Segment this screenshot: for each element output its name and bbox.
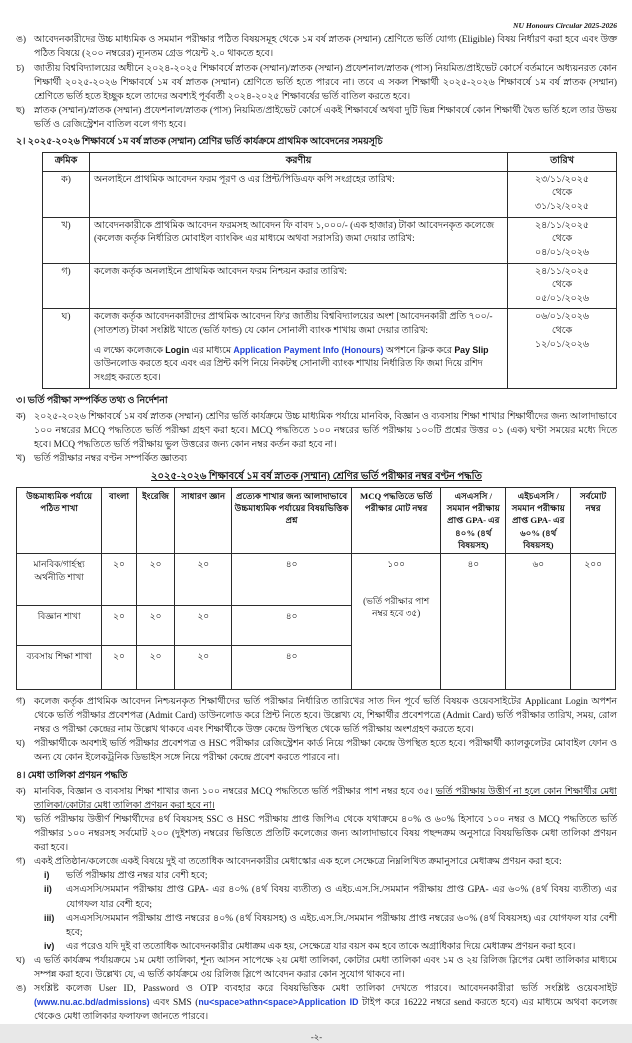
item-text: এসএসসি/সমমান পরীক্ষায় প্রাপ্ত নম্বরের ৪০% (৪র্থ বিষয়সহ) ও এইচ.এস.সি./সমমান পরীক্ষায় প্রাপ্ত নম্বরের ৬০% (৪র্থ বিষয়সহ) এর যোগফল যার বেশী হবে; [66, 913, 617, 938]
table-row [43, 171, 617, 217]
section-4-item-ka [16, 785, 617, 813]
bangla-marks: ২০ [102, 554, 137, 606]
item-text: এসএসসি/সমমান পরীক্ষায় প্রাপ্ত GPA- এর ৪০% (৪র্থ বিষয় ব্যতীত) ও এইচ.এস.সি./সমমান পরীক্ষায় প্রাপ্ত GPA- এর ৬০% (৪র্থ বিষয় ব্যতীত) এর যোগফল যার বেশী হবে; [66, 885, 617, 910]
date-separator: থেকে [551, 188, 573, 199]
section-3-item-ga [16, 695, 617, 737]
page-number: -২- [310, 1031, 323, 1042]
table-row [43, 309, 617, 388]
item-text: পরীক্ষার্থীকে অবশ্যই ভর্তি পরীক্ষার প্রবেশপত্র ও HSC পরীক্ষার রেজিস্ট্রেশন কার্ড নিয়ে পরীক্ষা কেন্দ্রে উপস্থিত হতে হবে। পরীক্ষার্থী ক্যালকুলেটর মোবাইল ফোন ও অন্য যে কোন ইলেকট্রনিক ডিভাইস সঙ্গে নিয়ে পরীক্ষা কেন্দ্রে প্রবেশ করতে পারবে না। [34, 739, 617, 764]
item-label: ঘ) [16, 739, 25, 750]
item-label: ছ) [16, 105, 25, 116]
pass-mark-text: মানবিক, বিজ্ঞান ও ব্যবসায় শিক্ষা শাখার জন্য ১০০ নম্বরের MCQ পদ্ধতিতে ভর্তি পরীক্ষার পাশ নম্বর হবে ৩৫। [34, 786, 436, 797]
tie-breaker-item-ii [44, 883, 617, 911]
document-header-right: NU Honours Circular 2025-2026 [512, 21, 617, 30]
table-row [43, 217, 617, 263]
row-serial: খ) [43, 217, 90, 263]
item-text: ২০২৫-২০২৬ শিক্ষাবর্ষে ১ম বর্ষ স্নাতক (সম্মান) শ্রেণির ভর্তি কার্যক্রমে উচ্চ মাধ্যমিক পর্যায়ে মানবিক, বিজ্ঞান ও ব্যবসায় শিক্ষা শাখার শিক্ষার্থীদের জন্য আলাদাভাবে ১০০ নম্বরের MCQ পদ্ধতিতে ভর্তি পরীক্ষা গ্রহণ করা হবে। MCQ পদ্ধতিতে ১০০ নম্বরের ভর্তি পরীক্ষায় ১০০টি প্রশ্নের উত্তর ০১ (এক) ঘণ্টা সময়ের মধ্যে দিতে হবে। MCQ পদ্ধতিতে ভর্তি পরীক্ষায় ভুল উত্তরের জন্য কোন নম্বর কর্তন করা হবে না। [34, 411, 617, 450]
stream-name: মানবিক/গার্হস্থ্য অর্থনীতি শাখা [17, 554, 102, 606]
row-date [508, 171, 617, 217]
section-4-item-ga [16, 855, 617, 869]
mcq-pass-note: (ভর্তি পরীক্ষার পাশ নম্বর হবে ৩৫) [363, 595, 430, 619]
section-3-item-gha [16, 737, 617, 765]
item-label: i) [44, 870, 50, 881]
item-label: ক) [16, 411, 26, 422]
login-keyword: Login [165, 344, 190, 355]
item-label: খ) [16, 814, 26, 825]
column-header-grand-total: সর্বমোট নম্বর [571, 488, 616, 554]
admissions-url-link[interactable]: (www.nu.ac.bd/admissions) [34, 997, 150, 1008]
item-text [34, 785, 617, 813]
hsc-gpa-marks: ৬০ [506, 554, 571, 690]
column-header-serial: ক্রমিক [43, 153, 90, 172]
row-task: আবেদনকারীকে প্রাথমিক আবেদন ফরমসহ আবেদন ফি বাবদ ১,০০০/- (এক হাজার) টাকা আবেদনকৃত কলেজে (কলেজ কর্তৃক নির্ধারিত মোবাইল ব্যাংকিং এর মাধ্যমে অথবা সরাসরি) জমা দেয়ার তারিখ: [90, 217, 508, 263]
item-text: স্নাতক (সম্মান)/স্নাতক (সম্মান) প্রফেশনাল/স্নাতক (পাস) নিয়মিত/প্রাইভেট কোর্সে একই শিক্ষাবর্ষে অথবা দুটি ভিন্ন শিক্ষাবর্ষে কোন শিক্ষার্থী দ্বৈত ভর্তি হলে তার উভয় ভর্তি ও রেজিস্ট্রেশন বাতিল বলে গণ্য হবে। [34, 105, 617, 130]
row-serial: ক) [43, 171, 90, 217]
instruction-segment: এ লক্ষ্যে কলেজকে [94, 345, 166, 356]
payment-instruction-text [94, 344, 503, 386]
fee-deposit-text: কলেজ কর্তৃক আবেদনকারীদের প্রাথমিক আবেদন ফি'র জাতীয় বিশ্ববিদ্যালয়ের অংশ [আবেদনকারী প্রতি ৭০০/-(সাতশত) টাকা সংশ্লিষ্ট খাতে (ভর্তি ফান্ড) যে কোন সোনালী ব্যাংক শাখায় জমা দেয়ার তারিখ: [94, 312, 493, 337]
item-label: খ) [16, 454, 26, 465]
marks-distribution-heading: ২০২৫-২০২৬ শিক্ষাবর্ষে ১ম বর্ষ স্নাতক (সম্মান) শ্রেণির ভর্তি পরীক্ষার নম্বর বণ্টন পদ্ধতি [151, 471, 482, 483]
tie-breaker-item-iv [44, 940, 617, 954]
column-header-subject-questions: প্রত্যেক শাখার জন্য আলাদাভাবে উচ্চমাধ্যমিক পর্যায়ের বিষয়ভিত্তিক প্রশ্ন [232, 488, 352, 554]
item-label: ঘ) [16, 955, 25, 966]
english-marks: ২০ [136, 646, 175, 690]
instruction-segment: ডাউনলোড করতে হবে এবং এর প্রিন্ট কপি নিয়ে নিকটস্থ সোনালী ব্যাংক শাখায় নির্ধারিত ফি জমা দিয়ে রশিদ সংগ্রহ করতে হবে। [94, 359, 483, 383]
section-3-heading: ৩। ভর্তি পরীক্ষা সম্পর্কিত তথ্য ও নির্দেশনা [16, 395, 168, 406]
table-row [43, 263, 617, 309]
subject-marks: ৪০ [232, 606, 352, 646]
column-header-date: তারিখ [508, 153, 617, 172]
column-header-general-knowledge: সাধারণ জ্ঞান [175, 488, 232, 554]
date-to: ০৫/০১/২০২৬ [535, 293, 589, 304]
row-serial: ঘ) [43, 309, 90, 388]
merit-list-warning-underlined: ভর্তি পরীক্ষায় উত্তীর্ণ না হলে কোন শিক্ষার্থীর মেধা তালিকা/কোটার মেধা তালিকা প্রণয়ন করা হবে না। [34, 786, 617, 811]
marks-distribution-table [16, 487, 616, 690]
subject-marks: ৪০ [232, 646, 352, 690]
column-header-english: ইংরেজি [136, 488, 175, 554]
mcq-total-value: ১০০ [387, 559, 405, 569]
stream-name: ব্যবসায় শিক্ষা শাখা [17, 646, 102, 690]
item-text: এর পরেও যদি দুই বা ততোধিক আবেদনকারীর মেধাক্রম এক হয়, সেক্ষেত্রে যার বয়স কম হবে তাকে অগ্রাধিকার দিয়ে মেধাক্রম প্রণয়ন করা হবে। [66, 941, 576, 952]
item-text: জাতীয় বিশ্ববিদ্যালয়ের অধীনে ২০২৪-২০২৫ শিক্ষাবর্ষে স্নাতক (সম্মান)/স্নাতক (সম্মান) প্রফেশনাল/স্নাতক (পাস) নিয়মিত/প্রাইভেট কোর্সে বর্তমানে অধ্যয়নরত কোন শিক্ষার্থী ২০২৫-২০২৬ শিক্ষাবর্ষে ১ম বর্ষ স্নাতক (সম্মান) শ্রেণিতে ভর্তি হতে পারবে না। তবে এ সকল শিক্ষার্থী ২০২৫-২০২৬ শিক্ষাবর্ষে ১ম বর্ষ স্নাতক (সম্মান) শ্রেণিতে ভর্তি হতে ইচ্ছুক হলে তাদের অবশ্যই পূর্ববর্তী ২০২৪-২০২৫ শিক্ষাবর্ষের ভর্তি বাতিল করতে হবে। [34, 63, 617, 102]
ssc-gpa-marks: ৪০ [441, 554, 506, 690]
item-label: ঙ) [16, 984, 26, 995]
intro-item-1 [16, 33, 617, 61]
item-text: ভর্তি পরীক্ষার নম্বর বণ্টন সম্পর্কিত জ্ঞাতব্য [34, 454, 187, 465]
section-3-item-kha [16, 452, 617, 466]
item-label: গ) [16, 857, 26, 868]
item-text: আবেদনকারীদের উচ্চ মাধ্যমিক ও সমমান পরীক্ষার পঠিত বিষয়সমূহ থেকে ১ম বর্ষ স্নাতক (সম্মান) শ্রেণিতে ভর্তি যোগ্য (Eligible) বিষয় নির্ধারণ করা হবে এবং উক্ত পঠিত বিষয়ে (২০০ নম্বরের) ন্যূনতম গ্রেড পয়েন্ট ২.০ থাকতে হবে। [34, 35, 617, 60]
item-text [34, 982, 617, 1024]
item-text: ভর্তি পরীক্ষায় উত্তীর্ণ শিক্ষার্থীদের ৪র্থ বিষয়সহ SSC ও HSC পরীক্ষায় প্রাপ্ত জিপিএ থেকে যথাক্রমে ৪০% ও ৬০% হিসাবে ১০০ নম্বর ও MCQ পদ্ধতিতে ভর্তি পরীক্ষার ১০০ নম্বরসহ সর্বমোট ২০০ (দুইশত) নম্বরের ভিত্তিতে প্রতিটি কলেজের জন্য আলাদাভাবে বিষয় পছন্দক্রম অনুসারে বিষয়ভিত্তিক মেধা তালিকা প্রণয়ন করা হবে। [34, 814, 617, 854]
date-from: ২৪/১১/২০২৫ [535, 266, 589, 277]
intro-item-2 [16, 62, 617, 104]
result-check-text: সংশ্লিষ্ট কলেজ User ID, Password ও OTP ব্যবহার করে বিষয়ভিত্তিক মেধা তালিকা দেখতে পারবে। আবেদনকারীরা ভর্তি সংশ্লিষ্ট ওয়েবসাইট [34, 984, 617, 995]
date-separator: থেকে [551, 280, 573, 291]
section-4-item-gha [16, 954, 617, 982]
row-task: অনলাইনে প্রাথমিক আবেদন ফরম পূরণ ও এর প্রিন্ট/পিডিএফ কপি সংগ্রহের তারিখ: [90, 171, 508, 217]
row-task [90, 309, 508, 388]
sms-format-text: nu<space>athn<space>Application ID [198, 997, 359, 1008]
pay-slip-keyword: Pay Slip [454, 344, 489, 355]
subject-marks: ৪০ [232, 554, 352, 606]
item-label: গ) [16, 697, 26, 707]
section-3-item-ka [16, 410, 617, 452]
schedule-header-row [43, 153, 617, 172]
application-schedule-table [42, 152, 617, 388]
column-header-stream: উচ্চমাধ্যমিক পর্যায়ে পঠিত শাখা [17, 488, 102, 554]
english-marks: ২০ [136, 606, 175, 646]
marks-header-row [17, 488, 616, 554]
section-4-heading: ৪। মেধা তালিকা প্রণয়ন পদ্ধতি [16, 770, 128, 781]
date-separator: থেকে [551, 234, 573, 245]
item-label: চ) [16, 63, 25, 74]
item-text: ভর্তি পরীক্ষায় প্রাপ্ত নম্বর যার বেশী হবে; [66, 871, 208, 882]
date-from: ২৩/১১/২০২৫ [535, 174, 589, 185]
item-label: iv) [44, 940, 55, 951]
english-marks: ২০ [136, 554, 175, 606]
item-text: কলেজ কর্তৃক প্রাথমিক আবেদন নিশ্চয়নকৃত শিক্ষার্থীদের ভর্তি পরীক্ষার নির্ধারিত তারিখের সাত দিন পূর্বে ভর্তি বিষয়ক ওয়েবসাইটের Applicant Login অপশন থেকে ভর্তি পরীক্ষার প্রবেশপত্র (Admit Card) ডাউনলোড করে প্রিন্ট নিতে হবে। উল্লেখ্য যে, শিক্ষার্থীর প্রবেশপত্রে (Admit Card) ভর্তি পরীক্ষার তারিখ, সময়, রোল নম্বর ও পরীক্ষা কেন্দ্রের নাম উল্লেখ থাকবে এবং শিক্ষার্থীকে উক্ত কেন্দ্রে উপস্থিত থেকে ভর্তি পরীক্ষায় অংশগ্রহণ করতে হবে। [34, 697, 617, 736]
column-header-task: করণীয় [90, 153, 508, 172]
gk-marks: ২০ [175, 646, 232, 690]
date-from: ২৪/১১/২০২৫ [535, 220, 589, 231]
tie-breaker-item-iii [44, 912, 617, 940]
tie-breaker-item-i [44, 869, 617, 883]
date-to: ১২/০১/২০২৬ [535, 339, 589, 350]
date-from: ০৬/০১/২০২৬ [535, 312, 589, 323]
section-4-item-kha [16, 813, 617, 855]
column-header-bangla: বাংলা [102, 488, 137, 554]
date-to: ৩১/১২/২০২৫ [535, 202, 589, 213]
section-4-item-uma [16, 982, 617, 1024]
row-date [508, 263, 617, 309]
instruction-segment: অপশনে ক্লিক করে [383, 345, 455, 356]
application-payment-info-link: Application Payment Info (Honours) [233, 344, 384, 355]
column-header-ssc-gpa: এসএসসি /সমমান পরীক্ষায় প্রাপ্ত GPA- এর ৪০% (৪র্থ বিষয়সহ) [441, 488, 506, 554]
item-label: iii) [44, 912, 55, 923]
row-task: কলেজ কর্তৃক অনলাইনে প্রাথমিক আবেদন ফরম নিশ্চয়ন করার তারিখ: [90, 263, 508, 309]
row-serial: গ) [43, 263, 90, 309]
bangla-marks: ২০ [102, 646, 137, 690]
grand-total-marks: ২০০ [571, 554, 616, 690]
intro-item-3 [16, 104, 617, 132]
gk-marks: ২০ [175, 554, 232, 606]
section-2-heading: ২। ২০২৫-২০২৬ শিক্ষাবর্ষে ১ম বর্ষ স্নাতক (সম্মান) শ্রেণির ভর্তি কার্যক্রমে প্রাথমিক আবেদনের সময়সূচি [16, 137, 383, 148]
result-check-text: টাইপ করে 16222 নম্বরে send করতে হবে) এর মাধ্যমে অথবা কলেজ থেকেও মেধা তালিকার ফলাফল জানতে পারবে। [34, 998, 617, 1023]
row-date [508, 217, 617, 263]
bangla-marks: ২০ [102, 606, 137, 646]
gk-marks: ২০ [175, 606, 232, 646]
column-header-hsc-gpa: এইচএসসি /সমমান পরীক্ষায় প্রাপ্ত GPA- এর ৬০% (৪র্থ বিষয়সহ) [506, 488, 571, 554]
instruction-segment: এর মাধ্যমে [189, 345, 234, 356]
column-header-mcq-total: MCQ পদ্ধতিতে ভর্তি পরীক্ষার মোট নম্বর [352, 488, 441, 554]
item-label: ক) [16, 786, 26, 797]
item-label: ii) [44, 884, 52, 895]
row-date [508, 309, 617, 388]
stream-name: বিজ্ঞান শাখা [17, 606, 102, 646]
date-to: ০৪/০১/২০২৬ [535, 247, 589, 258]
item-text: একই প্রতিষ্ঠান/কলেজে একই বিষয়ে দুই বা ততোধিক আবেদনকারীর মেধাস্কোর এক হলে সেক্ষেত্রে নিম্নলিখিত ক্রমানুসারে মেধাক্রম প্রণয়ন করা হবে: [34, 857, 562, 868]
date-separator: থেকে [551, 326, 573, 337]
table-row [17, 554, 616, 606]
item-text: এ ভর্তি কার্যক্রম পর্যায়ক্রমে ১ম মেধা তালিকা, শূন্য আসন সাপেক্ষে ২য় মেধা তালিকা, কোটার মেধা তালিকা এবং ১ম ও ২য় রিলিজ স্লিপের মেধা তালিকার মাধ্যমে সম্পন্ন করা হবে। উল্লেখ্য যে, এ ভর্তি কার্যক্রমে ৩য় রিলিজ স্লিপে আবেদন করার কোন সুযোগ থাকবে না। [34, 955, 617, 981]
mcq-total-cell [352, 554, 441, 690]
result-check-text: এবং SMS ( [149, 998, 199, 1009]
item-label: ঙ) [16, 35, 26, 46]
